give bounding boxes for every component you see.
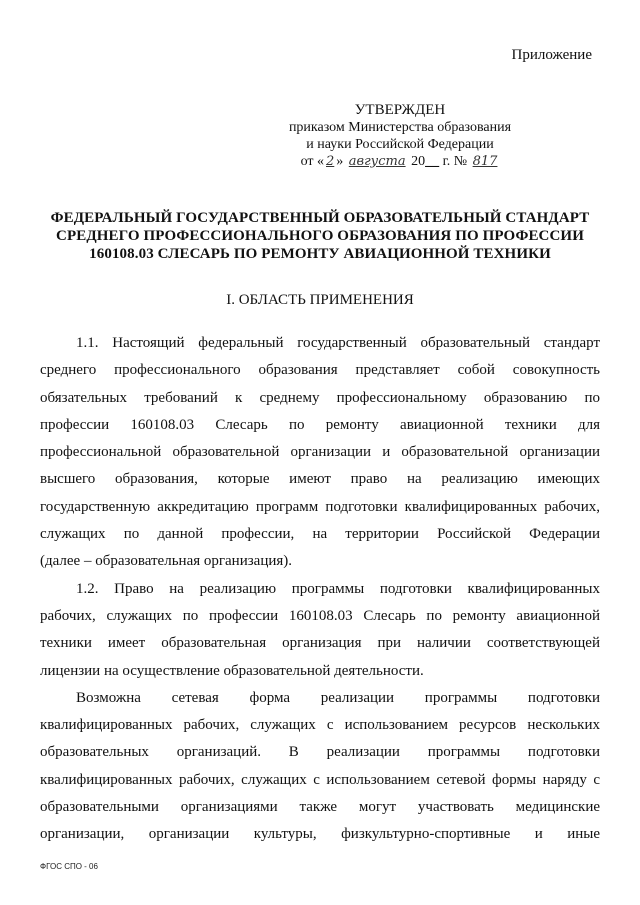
approval-line-1: приказом Министерства образования	[288, 120, 512, 135]
heading-line-1: ФЕДЕРАЛЬНЫЙ ГОСУДАРСТВЕННЫЙ ОБРАЗОВАТЕЛЬНЫЙ СТАНДАРТ	[50, 210, 590, 226]
date-prefix: от «	[300, 154, 324, 169]
p2-line-2: рабочих, служащих по профессии 160108.03 Слесарь по ремонту авиационной	[40, 607, 600, 624]
p1-line-1: 1.1. Настоящий федеральный государственный образовательный стандарт	[76, 335, 600, 351]
number-prefix: г. №	[442, 154, 468, 169]
heading-line-3: 160108.03 СЛЕСАРЬ ПО РЕМОНТУ АВИАЦИОННОЙ ТЕХНИКИ	[89, 246, 551, 262]
p3-line-2: квалифицированных рабочих, служащих с использованием ресурсов нескольких	[40, 717, 600, 734]
section-title: I. ОБЛАСТЬ ПРИМЕНЕНИЯ	[226, 292, 414, 308]
body-text	[40, 330, 600, 849]
handwritten-month: августа	[348, 154, 406, 169]
year-prefix: 20	[411, 154, 426, 169]
approval-line-2: и науки Российской Федерации	[306, 137, 494, 152]
p1-line-9: (далее – образовательная организация).	[40, 553, 293, 570]
p3-line-5: образовательными организациями также могут участвовать медицинские	[40, 799, 600, 816]
approval-block	[270, 102, 530, 170]
p3-line-4: квалифицированных рабочих, служащих с использованием сетевой формы наряду с	[40, 771, 600, 788]
year-blank: __	[425, 154, 440, 169]
approval-date-line: от « 2 » августа 20__ г. № 817	[300, 154, 498, 169]
p1-line-3: обязательных требований к среднему профессиональному образованию по	[40, 389, 600, 406]
p1-line-2: среднего профессионального образования представляет собой совокупность	[40, 362, 600, 379]
handwritten-day: 2	[326, 154, 335, 169]
approval-title: УТВЕРЖДЕН	[354, 102, 446, 118]
p1-line-4: профессии 160108.03 Слесарь по ремонту авиационной техники для	[40, 416, 600, 433]
p1-line-8: служащих по данной профессии, на территории Российской Федерации	[40, 526, 600, 543]
appendix-label: Приложение	[511, 47, 592, 63]
p2-line-1: 1.2. Право на реализацию программы подготовки квалифицированных	[76, 580, 600, 597]
p1-line-5: профессиональной образовательной организации и образовательной организации	[40, 444, 600, 461]
footer-code: ФГОС СПО - 06	[40, 862, 98, 871]
p1-line-7: государственную аккредитацию программ подготовки квалифицированных рабочих,	[40, 498, 600, 515]
heading-line-2: СРЕДНЕГО ПРОФЕССИОНАЛЬНОГО ОБРАЗОВАНИЯ ПО ПРОФЕССИИ	[56, 228, 584, 244]
p3-line-1: Возможна сетевая форма реализации программы подготовки	[76, 689, 600, 706]
p3-line-6: организации, организации культуры, физкультурно-спортивные и иные	[40, 826, 600, 843]
p2-line-4: лицензии на осуществление образовательной деятельности.	[40, 662, 424, 679]
p1-line-6: высшего образования, которые имеют право на реализацию имеющих	[40, 471, 600, 488]
handwritten-order-number: 817	[472, 154, 498, 169]
p3-line-3: образовательных организаций. В реализации программы подготовки	[40, 744, 600, 761]
standard-heading	[40, 209, 600, 263]
p2-line-3: техники имеет образовательная организация при наличии соответствующей	[40, 635, 600, 652]
